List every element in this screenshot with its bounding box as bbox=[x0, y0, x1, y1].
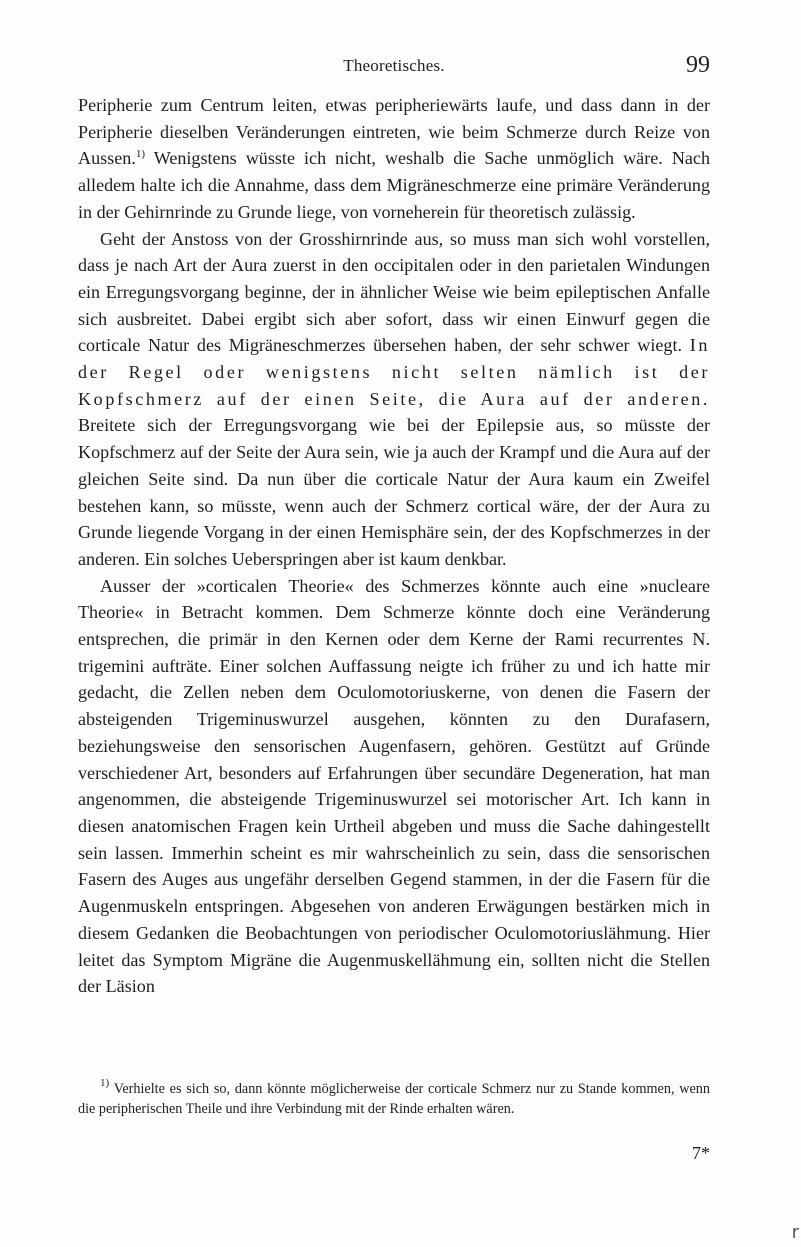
paragraph bbox=[78, 573, 710, 1000]
footnotes bbox=[78, 1077, 710, 1119]
page-header bbox=[78, 52, 710, 82]
footnote-reference: 1) bbox=[135, 148, 145, 161]
paragraph-text: Geht der Anstoss von der Grosshirnrinde aus, so muss man sich wohl vorstellen, dass je nach Art der Aura zuerst in den occipitalen oder in den parietalen Windungen ein Erregungsvorgang beginne, der in ähnlicher Weise wie beim epileptischen Anfalle sich ausbreitet. Dabei ergibt sich aber sofort, dass wir einen Einwurf gegen die corticale Natur des Migräneschmerzes übersehen haben, der sehr schwer wiegt. bbox=[78, 228, 710, 356]
paragraph-text: Wenigstens wüsste ich nicht, weshalb die Sache unmöglich wäre. Nach alledem halte ich die Annahme, dass dem Migräneschmerze eine primäre Veränderung in der Gehirnrinde zu Grunde liege, von vorneherein für theoretisch zulässig. bbox=[78, 148, 710, 222]
footnote-marker: 1) bbox=[100, 1077, 110, 1089]
corner-mark: r bbox=[791, 1222, 799, 1243]
paragraph-text: Breitete sich der Erregungsvorgang wie bei der Epilepsie aus, so müsste der Kopfschmerz auf der Seite der Aura sein, wie ja auch der Krampf und die Aura auf der gleichen Seite sind. Da nun über die corticale Natur der Aura kaum ein Zweifel bestehen kann, so müsste, wenn auch der Schmerz cortical wäre, der der Aura zu Grunde liegende Vorgang in der einen Hemisphäre sein, der des Kopfschmerzes in der anderen. Ein solches Ueberspringen aber ist kaum denkbar. bbox=[78, 415, 710, 569]
paragraph-text: Peripherie zum Centrum leiten, etwas peripheriewärts laufe, und dass dann in der Peripherie dieselben Veränderungen eintreten, wie beim Schmerze durch Reize von Aussen. bbox=[78, 95, 710, 169]
paragraph bbox=[78, 226, 710, 573]
paragraph-text: Ausser der »corticalen Theorie« des Schmerzes könnte auch eine »nucleare Theorie« in Betracht kommen. Dem Schmerze könnte doch eine Veränderung entsprechen, die primär in den Kernen oder dem Kerne der Rami recurrentes N. trigemini aufträte. Einer solchen Auffassung neigte ich früher zu und ich hatte mir gedacht, die Zellen neben dem Oculomotoriuskerne, von denen die Fasern der absteigenden Trigeminuswurzel ausgehen, könnten zu den Durafasern, beziehungsweise den sensorischen Augenfasern, gehören. Gestützt auf Gründe verschiedener Art, besonders auf Erfahrungen über secundäre Degeneration, hat man angenommen, die absteigende Trigeminuswurzel sei motorischer Art. Ich kann in diesen anatomischen Fragen kein Urtheil abgeben und muss die Sache dahingestellt sein lassen. Immerhin scheint es mir wahrscheinlich zu sein, dass die sensorischen Fasern des Auges aus ungefähr derselben Gegend stammen, in der die Fasern für die Augenmuskeln entspringen. Abgesehen von anderen Erwägungen bestärken mich in diesem Gedanken die Beobachtungen von periodischer Oculomotoriuslähmung. Hier leitet das Symptom Migräne die Augenmuskellähmung ein, sollten nicht die Stellen der Läsion bbox=[78, 575, 710, 997]
emphasized-text: In der Regel oder wenigstens nicht selten nämlich ist der Kopfschmerz auf der einen Seite, die Aura auf der anderen. bbox=[78, 335, 710, 409]
page-number: 99 bbox=[686, 52, 710, 78]
footnote-text: Verhielte es sich so, dann könnte möglicherweise der corticale Schmerz nur zu Stande kommen, wenn die peripherischen Theile und ihre Verbindung mit der Rinde erhalten wären. bbox=[78, 1081, 710, 1117]
paragraph bbox=[78, 92, 710, 226]
running-head: Theoretisches. bbox=[343, 56, 445, 75]
body-text bbox=[78, 92, 710, 1000]
footnote bbox=[78, 1077, 710, 1119]
printer-signature: 7* bbox=[692, 1143, 710, 1163]
